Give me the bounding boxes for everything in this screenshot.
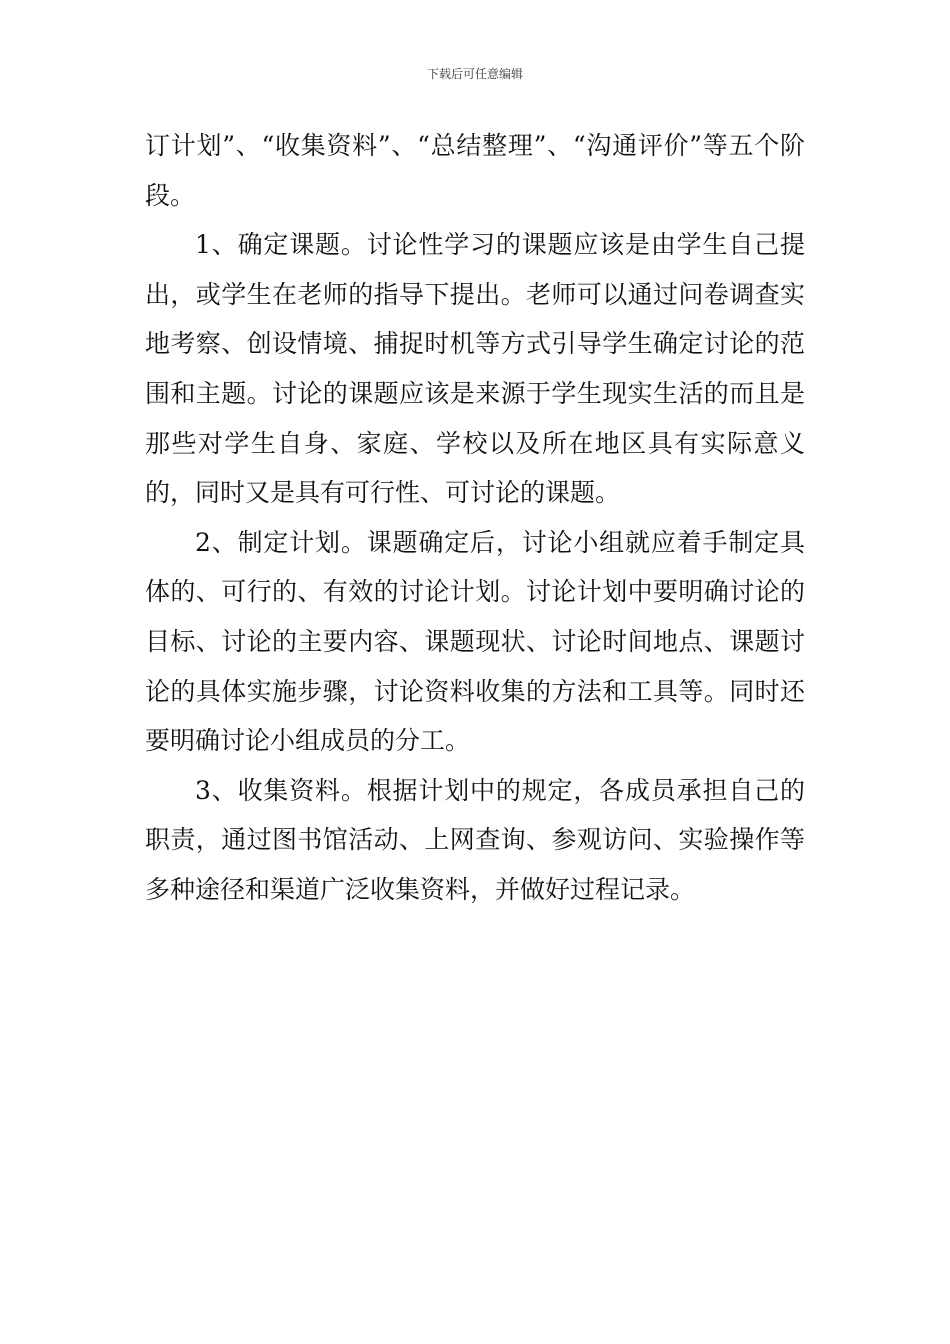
document-body [145, 121, 805, 915]
paragraph-stages: 订计划”、“收集资料”、“总结整理”、“沟通评价”等五个阶段。 [145, 131, 805, 210]
page-header: 下载后可任意编辑 [426, 67, 523, 81]
paragraph-make-plan: 2、制定计划。课题确定后，讨论小组就应着手制定具体的、可行的、有效的讨论计划。讨论计划中要明确讨论的目标、讨论的主要内容、课题现状、讨论时间地点、课题讨论的具体实施步骤，讨论资料收集的方法和工具等。同时还要明确讨论小组成员的分工。 [145, 527, 805, 756]
paragraph-determine-topic: 1、确定课题。讨论性学习的课题应该是由学生自己提出，或学生在老师的指导下提出。老师可以通过问卷调查实地考察、创设情境、捕捉时机等方式引导学生确定讨论的范围和主题。讨论的课题应该是来源于学生现实生活的而且是那些对学生自身、家庭、学校以及所在地区具有实际意义的，同时又是具有可行性、可讨论的课题。 [145, 230, 805, 508]
paragraph-collect-data: 3、收集资料。根据计划中的规定，各成员承担自己的职责，通过图书馆活动、上网查询、参观访问、实验操作等多种途径和渠道广泛收集资料，并做好过程记录。 [145, 775, 805, 904]
